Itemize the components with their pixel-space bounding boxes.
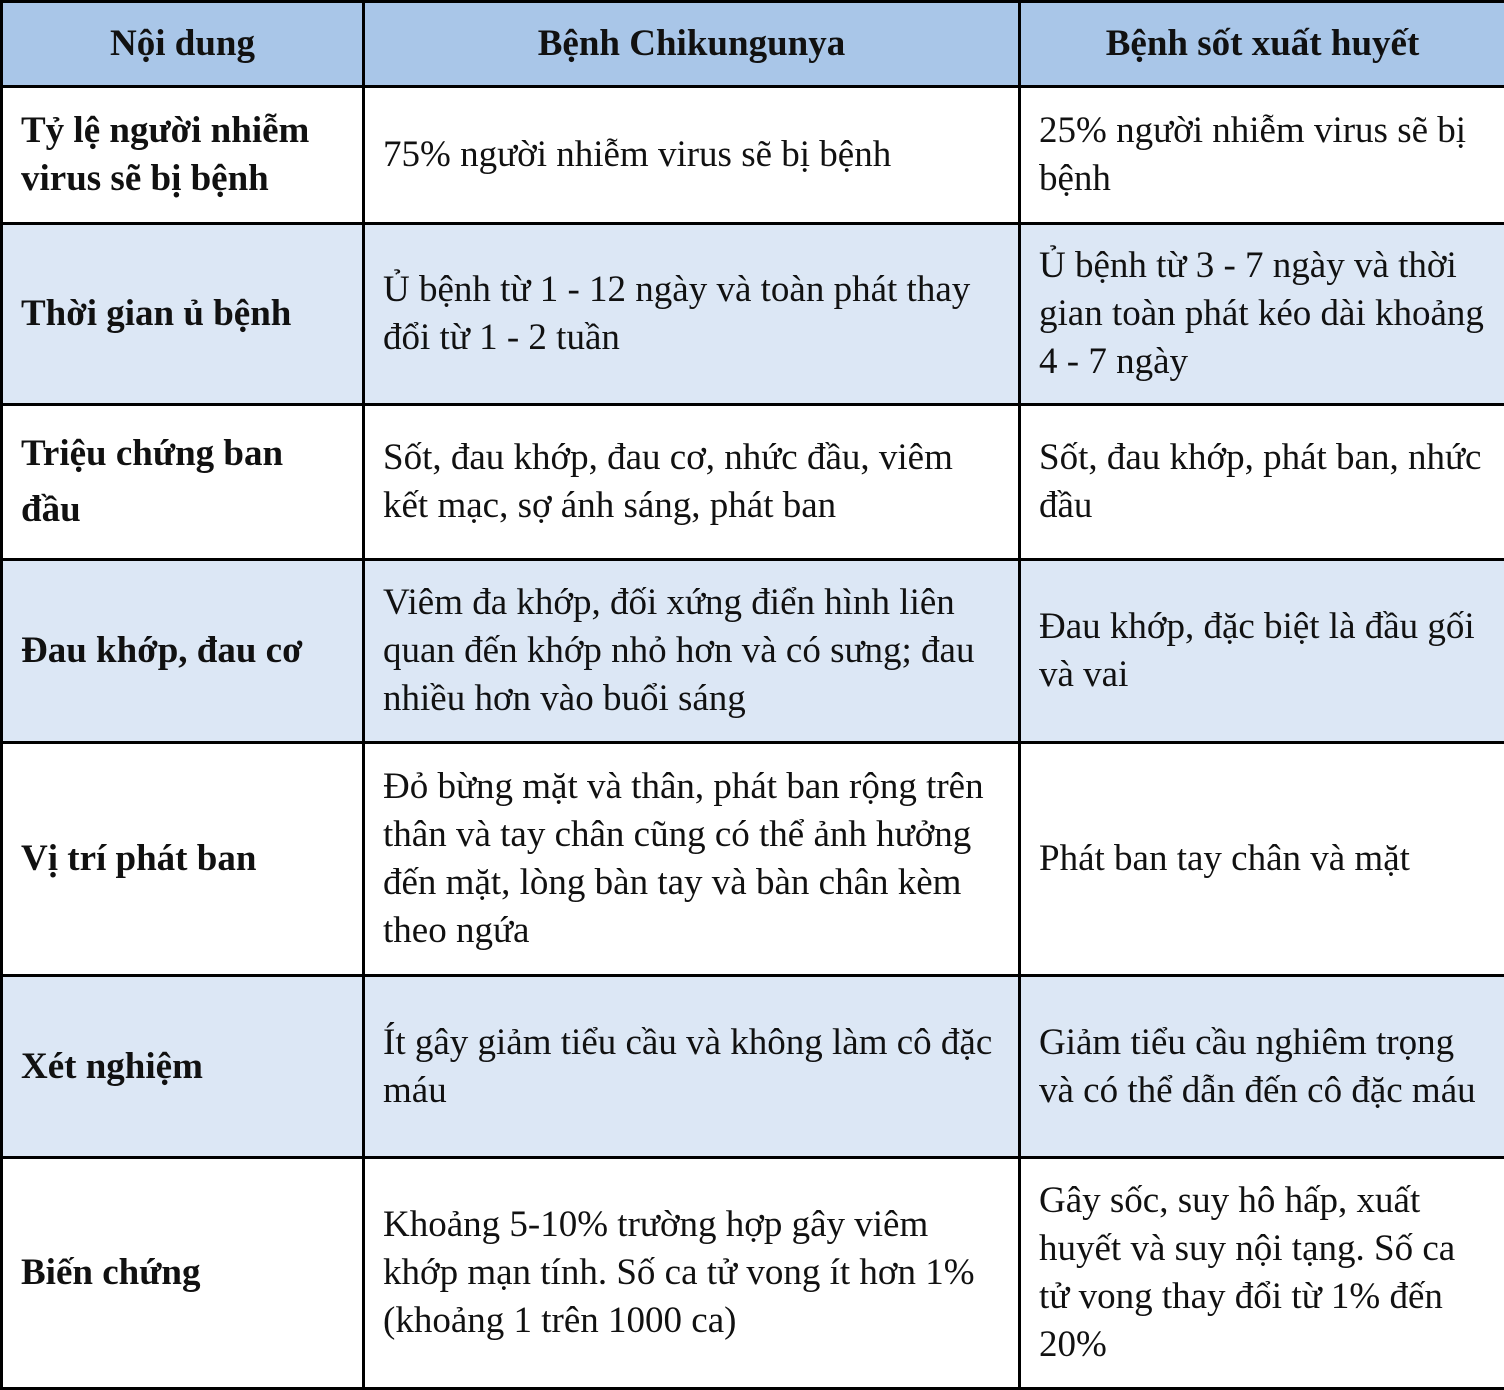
- row-label: Triệu chứng ban đầu: [2, 405, 364, 560]
- table-row: [2, 405, 1504, 560]
- chikungunya-cell: 75% người nhiễm virus sẽ bị bệnh: [364, 87, 1020, 224]
- chikungunya-cell: Ủ bệnh từ 1 - 12 ngày và toàn phát thay đổi từ 1 - 2 tuần: [364, 224, 1020, 405]
- header-chikungunya: Bệnh Chikungunya: [364, 2, 1020, 87]
- row-label: Thời gian ủ bệnh: [2, 224, 364, 405]
- table-row: [2, 224, 1504, 405]
- header-dengue: Bệnh sốt xuất huyết: [1020, 2, 1504, 87]
- chikungunya-cell: Đỏ bừng mặt và thân, phát ban rộng trên thân và tay chân cũng có thể ảnh hưởng đến mặt, lòng bàn tay và bàn chân kèm theo ngứa: [364, 743, 1020, 976]
- row-label: Vị trí phát ban: [2, 743, 364, 976]
- chikungunya-cell: Viêm đa khớp, đối xứng điển hình liên quan đến khớp nhỏ hơn và có sưng; đau nhiều hơn vào buổi sáng: [364, 560, 1020, 743]
- table-row: [2, 1158, 1504, 1389]
- row-label: Xét nghiệm: [2, 976, 364, 1158]
- dengue-cell: Sốt, đau khớp, phát ban, nhức đầu: [1020, 405, 1504, 560]
- table-row: [2, 87, 1504, 224]
- dengue-cell: Giảm tiểu cầu nghiêm trọng và có thể dẫn đến cô đặc máu: [1020, 976, 1504, 1158]
- row-label: Đau khớp, đau cơ: [2, 560, 364, 743]
- table-row: [2, 560, 1504, 743]
- dengue-cell: Gây sốc, suy hô hấp, xuất huyết và suy nội tạng. Số ca tử vong thay đổi từ 1% đến 20%: [1020, 1158, 1504, 1389]
- chikungunya-cell: Khoảng 5-10% trường hợp gây viêm khớp mạn tính. Số ca tử vong ít hơn 1% (khoảng 1 trên 1000 ca): [364, 1158, 1020, 1389]
- chikungunya-cell: Sốt, đau khớp, đau cơ, nhức đầu, viêm kết mạc, sợ ánh sáng, phát ban: [364, 405, 1020, 560]
- dengue-cell: 25% người nhiễm virus sẽ bị bệnh: [1020, 87, 1504, 224]
- header-content: Nội dung: [2, 2, 364, 87]
- row-label: Tỷ lệ người nhiễm virus sẽ bị bệnh: [2, 87, 364, 224]
- dengue-cell: Đau khớp, đặc biệt là đầu gối và vai: [1020, 560, 1504, 743]
- dengue-cell: Ủ bệnh từ 3 - 7 ngày và thời gian toàn phát kéo dài khoảng 4 - 7 ngày: [1020, 224, 1504, 405]
- dengue-cell: Phát ban tay chân và mặt: [1020, 743, 1504, 976]
- table-row: [2, 976, 1504, 1158]
- row-label: Biến chứng: [2, 1158, 364, 1389]
- chikungunya-cell: Ít gây giảm tiểu cầu và không làm cô đặc máu: [364, 976, 1020, 1158]
- table-row: [2, 743, 1504, 976]
- header-row: [2, 2, 1504, 87]
